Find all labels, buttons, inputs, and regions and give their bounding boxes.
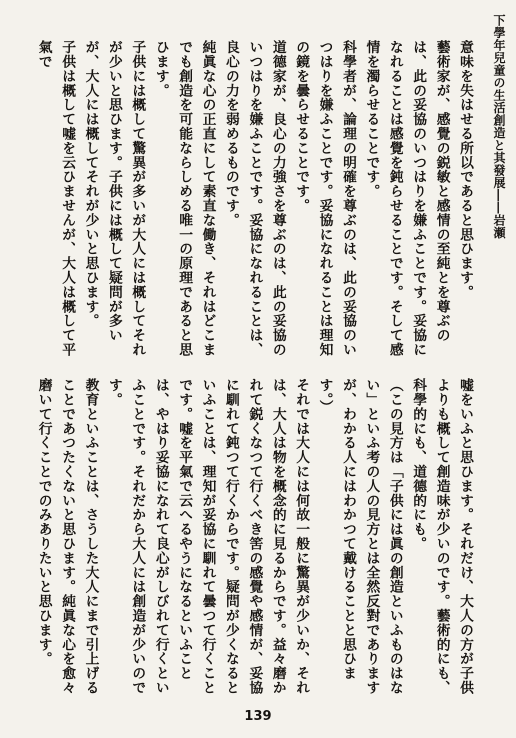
paragraph: 藝術家が、感覺の鋭敏と感情の至純とを尊ぶのは、此の妥協のいつはりを嫌ふことです。妥協になれることは感覺を鈍らせることです。そして感情を濁らせることです。 xyxy=(363,40,450,357)
paragraph: それでは大人には何故一般に驚異が少いか、それは、大人は物を概念的に見るからです。益々磨かれて鋭くなつて行くべき筈の感覺や感情が、妥協に馴れて鈍つて行くからです。疑問が少くなるといふことは、理知が妥協に馴れて曇つて行くことです。嘘を平氣で云へるやうになるといふことは、やはり妥協になれて良心がしびれて行くといふことです。それだから大人には創造が少いのです。 xyxy=(105,378,310,695)
paragraph: 意味を失はせる所以であると思ひます。 xyxy=(457,40,473,300)
lower-text-block xyxy=(36,378,476,696)
paragraph: （この見方は「子供には眞の創造といふものはない」といふ考の人の見方とは全然反對でありますが、わかる人にはわかつて戴けることと思ひます。） xyxy=(316,378,403,695)
upper-text-block xyxy=(36,40,476,358)
paragraph: 科學者が、論理の明確を尊ぶのは、此の妥協のいつはりを嫌ふことです。妥協になれることは理知の鏡を曇らせることです。 xyxy=(293,40,356,357)
paragraph: 子供には概して驚異が多いが大人には概してそれが少いと思ひます。子供には概して疑問が多いが、大人には概してそれが少いと思ひます。 xyxy=(82,40,146,357)
paragraph: 教育といふことは、さうした大人にまで引上げることであつたくないと思ひます。純眞な心を愈々磨いて行くことでのみありたいと思ひます。 xyxy=(36,378,99,695)
paragraph: 子供は概して嘘を云ひませんが、大人は概して平氣で xyxy=(36,40,76,357)
paragraph: 道德家が、良心の力強さを尊ぶのは、此の妥協のいつはりを嫌ふことです。妥協になれることは、良心の力を弱めるものです。 xyxy=(222,40,286,357)
running-head: 下學年兒童の生活創造と其發展――岩瀬 xyxy=(492,14,506,239)
paragraph: 純眞な心の正直にして素直な働き、それはどこまでも創造を可能ならしめる唯一の原理であると思ひます。 xyxy=(152,40,216,357)
paragraph: 嘘をいふと思ひます。それだけ、大人の方が子供よりも概して創造味が少いのです。藝術的にも、科學的にも、道德的にも。 xyxy=(410,378,473,695)
page-number: 139 xyxy=(244,709,272,724)
